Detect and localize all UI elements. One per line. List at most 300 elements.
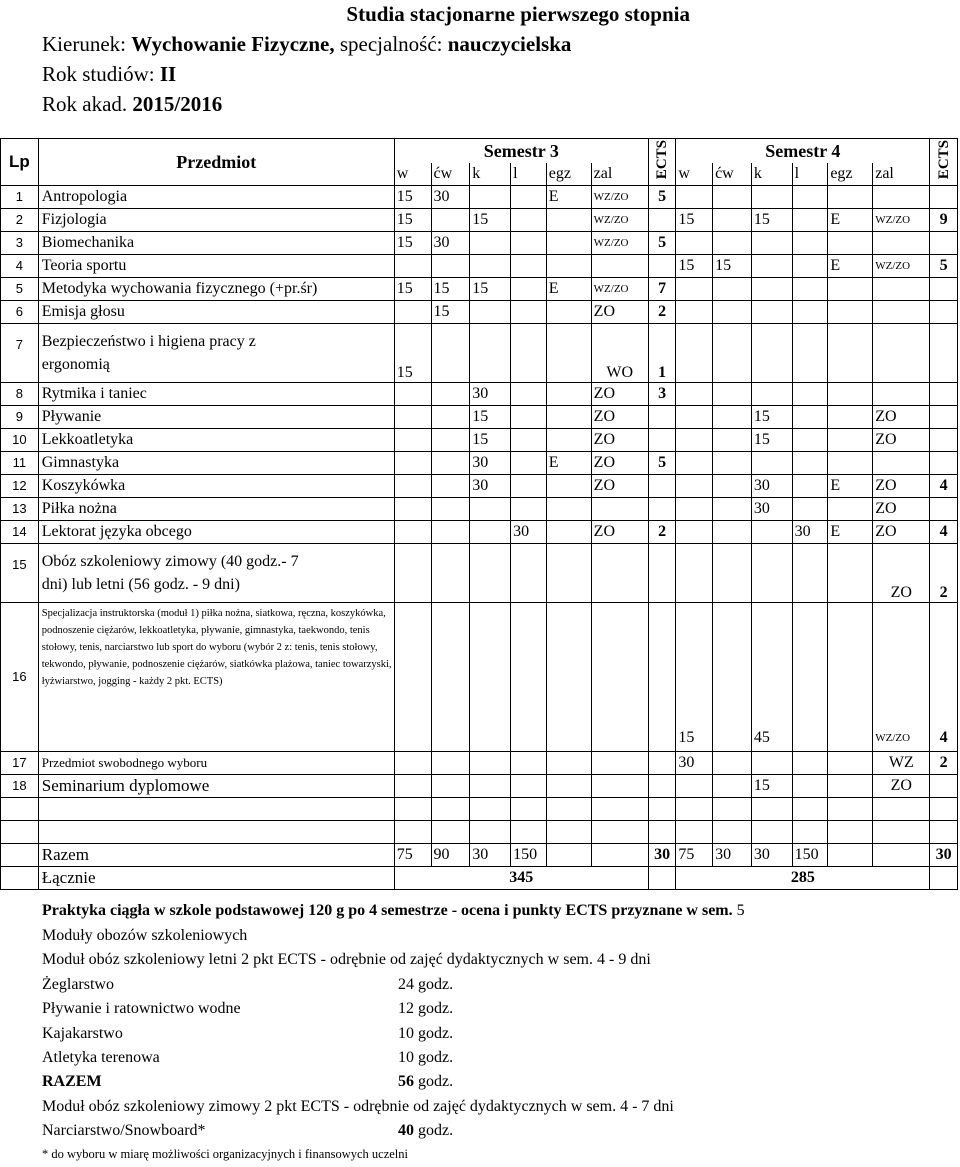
s4-cell	[828, 452, 873, 475]
s3-cell	[511, 255, 547, 278]
table-row	[1, 521, 958, 544]
s3-cell: WZ/ZO	[591, 278, 648, 301]
s4-cell: ZO	[873, 429, 930, 452]
s3-cell	[470, 521, 511, 544]
s3-cell	[394, 521, 431, 544]
s3-cell	[591, 752, 648, 775]
s3-cell: E	[546, 452, 591, 475]
s3-cell: 15	[394, 209, 431, 232]
row-subject: Pływanie	[38, 406, 394, 429]
blank-cell	[546, 798, 591, 821]
rok-label: Rok studiów:	[42, 62, 160, 86]
s4-cell: ZO	[873, 521, 930, 544]
s4-cell	[792, 775, 828, 798]
row-lp: 4	[1, 255, 39, 278]
s3-cell	[511, 406, 547, 429]
ects4-cell	[930, 775, 958, 798]
s4-cell	[713, 186, 752, 209]
blank-cell	[676, 821, 713, 844]
s3-cell: ZO	[591, 429, 648, 452]
s4-cell: E	[828, 475, 873, 498]
s3-cell	[546, 429, 591, 452]
lacznie-s4: 285	[676, 867, 930, 890]
razem-s3-cell	[546, 844, 591, 867]
s4-cell	[676, 429, 713, 452]
s3-cell: 15	[394, 232, 431, 255]
ects4-cell: 2	[930, 752, 958, 775]
s3-cell	[511, 498, 547, 521]
s3-cell	[511, 752, 547, 775]
s4-cell	[873, 186, 930, 209]
camp-module-item: Pływanie i ratownictwo wodne 12 godz.	[42, 1000, 454, 1018]
blank-cell	[873, 798, 930, 821]
s3-cell	[394, 429, 431, 452]
sub-header-3-2: k	[470, 163, 511, 186]
table-row	[1, 186, 958, 209]
s3-cell	[431, 521, 470, 544]
s4-cell	[751, 521, 792, 544]
ects4-cell	[930, 232, 958, 255]
sub-header-4-3: l	[792, 163, 828, 186]
akad-label: Rok akad.	[42, 92, 133, 116]
row-lp: 3	[1, 232, 39, 255]
blank-cell	[828, 798, 873, 821]
s3-cell	[431, 603, 470, 752]
s4-cell	[676, 232, 713, 255]
sub-header-3-1: ćw	[431, 163, 470, 186]
s4-cell	[792, 383, 828, 406]
ects3-cell	[648, 209, 676, 232]
row-lp: 1	[1, 186, 39, 209]
row-subject: Biomechanika	[38, 232, 394, 255]
s3-cell: 15	[394, 278, 431, 301]
s4-cell	[792, 498, 828, 521]
s3-cell	[648, 775, 676, 798]
s4-cell	[676, 406, 713, 429]
razem-ects3: 30	[648, 844, 676, 867]
s3-cell	[470, 186, 511, 209]
table-row	[1, 383, 958, 406]
s4-cell	[676, 452, 713, 475]
document-title: Studia stacjonarne pierwszego stopnia	[346, 2, 690, 26]
blank-cell	[591, 821, 648, 844]
row-lp: 5	[1, 278, 39, 301]
razem-s3-cell	[591, 844, 648, 867]
s4-cell: E	[828, 209, 873, 232]
row-lp: 12	[1, 475, 39, 498]
kierunek-line	[42, 32, 960, 57]
row-subject: Emisja głosu	[38, 301, 394, 324]
s3-cell: 15	[394, 186, 431, 209]
s3-cell: ZO	[591, 452, 648, 475]
ects3-cell: 5	[648, 186, 676, 209]
s3-cell	[394, 475, 431, 498]
s4-cell: WZ	[873, 752, 930, 775]
s3-cell	[546, 775, 591, 798]
moduly-line: Moduły obozów szkoleniowych	[42, 927, 248, 944]
table-row	[1, 544, 958, 603]
ects4-cell: 4	[930, 521, 958, 544]
s3-cell	[546, 255, 591, 278]
s4-cell	[792, 603, 828, 752]
row-lp	[1, 844, 39, 867]
s4-cell	[751, 544, 792, 603]
s4-cell	[828, 383, 873, 406]
blank-cell	[1, 821, 39, 844]
semester-4-header: Semestr 4	[676, 139, 930, 164]
ects4-cell: 5	[930, 255, 958, 278]
s4-cell	[930, 324, 958, 383]
s4-cell	[713, 406, 752, 429]
row-subject: Fizjologia	[38, 209, 394, 232]
sub-header-3-4: egz	[546, 163, 591, 186]
s4-cell	[713, 209, 752, 232]
s3-cell	[648, 752, 676, 775]
table-row	[1, 324, 958, 383]
ects4-cell: 4	[930, 475, 958, 498]
s4-cell: ZO	[873, 775, 930, 798]
s3-cell	[648, 544, 676, 603]
s4-cell	[713, 383, 752, 406]
s4-cell	[792, 452, 828, 475]
s3-cell	[511, 544, 547, 603]
ects4-cell	[930, 383, 958, 406]
s3-cell	[470, 603, 511, 752]
s4-cell: 30	[751, 498, 792, 521]
s3-cell: 30	[470, 475, 511, 498]
table-row	[1, 429, 958, 452]
s4-cell	[676, 498, 713, 521]
s4-cell: E	[828, 255, 873, 278]
s4-cell: WZ/ZO	[873, 255, 930, 278]
row-lp: 17	[1, 752, 39, 775]
s4-cell	[713, 475, 752, 498]
s4-cell	[751, 452, 792, 475]
praktyka-line: Praktyka ciągła w szkole podstawowej 120 g po 4 semestrze - ocena i punkty ECTS przyznane w sem. 5	[42, 902, 745, 919]
table-row	[1, 603, 958, 752]
ects3-cell: 5	[648, 452, 676, 475]
row-subject: Antropologia	[38, 186, 394, 209]
sub-header-4-4: egz	[828, 163, 873, 186]
s4-cell	[828, 498, 873, 521]
table-row	[1, 775, 958, 798]
specjalnosc-label: specjalność:	[334, 32, 448, 56]
ects4-cell: 9	[930, 209, 958, 232]
blank-cell	[792, 798, 828, 821]
blank-cell	[38, 821, 394, 844]
ects4-cell	[930, 278, 958, 301]
s4-cell	[751, 383, 792, 406]
s3-cell	[470, 752, 511, 775]
row-lp: 6	[1, 301, 39, 324]
s4-cell: 15	[751, 406, 792, 429]
s4-cell: E	[828, 521, 873, 544]
sub-header-3-3: l	[511, 163, 547, 186]
s4-cell: WZ/ZO	[873, 603, 930, 752]
blank-cell	[930, 821, 958, 844]
modul-zimowy-line: Moduł obóz szkoleniowy zimowy 2 pkt ECTS - odrębnie od zajęć dydaktycznych w sem. 4 - 7 dni	[42, 1098, 674, 1115]
s3-cell: 15	[470, 278, 511, 301]
ects4-cell	[930, 406, 958, 429]
s3-cell: 15	[470, 406, 511, 429]
blank-cell	[431, 798, 470, 821]
modul-letni-line: Moduł obóz szkoleniowy letni 2 pkt ECTS - odrębnie od zajęć dydaktycznych w sem. 4 - 9 dni	[42, 951, 651, 968]
blank-cell	[676, 798, 713, 821]
razem-s4-cell: 30	[713, 844, 752, 867]
s3-cell	[511, 383, 547, 406]
s4-cell	[676, 301, 713, 324]
s3-cell: WZ/ZO	[591, 232, 648, 255]
s3-cell	[511, 209, 547, 232]
s3-cell: 15	[394, 324, 431, 383]
s4-cell	[676, 775, 713, 798]
blank-cell	[792, 821, 828, 844]
table-row	[1, 232, 958, 255]
s4-cell	[676, 475, 713, 498]
s3-cell	[470, 775, 511, 798]
s4-cell	[713, 775, 752, 798]
s4-cell	[792, 406, 828, 429]
blank-cell	[713, 798, 752, 821]
s3-cell	[511, 324, 547, 383]
s3-cell	[431, 383, 470, 406]
blank-cell	[511, 821, 547, 844]
row-subject: Piłka nożna	[38, 498, 394, 521]
s3-cell	[394, 406, 431, 429]
s3-cell	[394, 775, 431, 798]
s3-cell	[431, 775, 470, 798]
s3-cell	[591, 498, 648, 521]
s3-cell: 30	[431, 232, 470, 255]
s4-cell	[713, 498, 752, 521]
ects3-cell: 2	[648, 301, 676, 324]
ects3-cell: 3	[648, 383, 676, 406]
s3-cell	[511, 301, 547, 324]
s4-cell	[792, 752, 828, 775]
s4-cell	[828, 429, 873, 452]
camp-module-item: Atletyka terenowa 10 godz.	[42, 1048, 454, 1066]
s3-cell	[470, 232, 511, 255]
rok-akad-line	[42, 92, 960, 117]
s4-cell	[828, 186, 873, 209]
s3-cell	[394, 255, 431, 278]
s3-cell	[394, 498, 431, 521]
s3-cell	[546, 498, 591, 521]
s4-cell	[792, 324, 828, 383]
row-lp: 2	[1, 209, 39, 232]
s3-cell	[591, 544, 648, 603]
s3-cell	[546, 544, 591, 603]
row-lp: 14	[1, 521, 39, 544]
s3-cell	[511, 603, 547, 752]
sub-header-3-5: zal	[591, 163, 648, 186]
s4-cell: 45	[751, 603, 792, 752]
s4-cell	[676, 278, 713, 301]
s3-cell	[511, 429, 547, 452]
footnote: * do wyboru w miarę możliwości organizacyjnych i finansowych uczelni	[42, 1147, 408, 1161]
s3-cell	[546, 383, 591, 406]
s4-cell	[828, 544, 873, 603]
lacznie-s3: 345	[394, 867, 648, 890]
blank-row	[1, 798, 958, 821]
s4-cell: 30	[676, 752, 713, 775]
s3-cell	[511, 775, 547, 798]
row-subject: Obóz szkoleniowy zimowy (40 godz.- 7 dni) lub letni (56 godz. - 9 dni)	[38, 544, 394, 603]
s4-cell	[792, 301, 828, 324]
ects4-cell	[930, 301, 958, 324]
s3-cell	[431, 429, 470, 452]
s3-cell: WO	[591, 324, 648, 383]
razem-s3-cell: 75	[394, 844, 431, 867]
razem-s3-cell: 150	[511, 844, 547, 867]
s4-cell	[792, 209, 828, 232]
blank-cell	[546, 821, 591, 844]
razem-s4-cell: 30	[751, 844, 792, 867]
s3-cell	[431, 255, 470, 278]
row-lp: 18	[1, 775, 39, 798]
s3-cell: WZ/ZO	[591, 186, 648, 209]
ects4-cell	[930, 498, 958, 521]
blank-cell	[751, 798, 792, 821]
ects3-cell: 2	[648, 521, 676, 544]
table-row	[1, 475, 958, 498]
s3-cell	[394, 603, 431, 752]
lacznie-ects3	[648, 867, 676, 890]
s4-cell	[713, 278, 752, 301]
s4-cell: 15	[751, 775, 792, 798]
row-subject: Seminarium dyplomowe	[38, 775, 394, 798]
s3-cell	[431, 544, 470, 603]
s3-cell: ZO	[591, 406, 648, 429]
s3-cell	[546, 521, 591, 544]
s4-cell	[713, 301, 752, 324]
s4-cell	[828, 232, 873, 255]
s4-cell: 15	[676, 209, 713, 232]
s4-cell: ZO	[873, 475, 930, 498]
s3-cell	[591, 603, 648, 752]
s4-cell	[676, 186, 713, 209]
s3-cell	[431, 752, 470, 775]
s3-cell	[511, 278, 547, 301]
s3-cell: 15	[431, 301, 470, 324]
razem-hours-line: RAZEM 56 godz.	[42, 1073, 454, 1090]
s3-cell	[648, 603, 676, 752]
s4-cell	[828, 278, 873, 301]
ects4-cell	[930, 452, 958, 475]
s4-cell	[792, 429, 828, 452]
s3-cell	[470, 324, 511, 383]
s4-cell	[751, 232, 792, 255]
sub-header-4-2: k	[751, 163, 792, 186]
s3-cell	[431, 209, 470, 232]
s3-cell	[431, 406, 470, 429]
s4-cell	[713, 429, 752, 452]
ects4-cell	[930, 429, 958, 452]
blank-cell	[38, 798, 394, 821]
s3-cell: ZO	[591, 383, 648, 406]
s4-cell: ZO	[873, 498, 930, 521]
table-row	[1, 406, 958, 429]
blank-cell	[591, 798, 648, 821]
s4-cell	[713, 232, 752, 255]
table-row	[1, 278, 958, 301]
blank-row	[1, 821, 958, 844]
s3-cell	[546, 324, 591, 383]
s3-cell: 15	[470, 429, 511, 452]
row-lp: 15	[1, 544, 39, 603]
s4-cell	[751, 186, 792, 209]
row-subject: Koszykówka	[38, 475, 394, 498]
specjalnosc-value: nauczycielska	[447, 32, 572, 56]
lacznie-label: Łącznie	[38, 867, 394, 890]
row-subject: Lekkoatletyka	[38, 429, 394, 452]
s4-cell	[751, 752, 792, 775]
rok-value: II	[159, 62, 177, 86]
s4-cell	[751, 301, 792, 324]
s3-cell	[511, 475, 547, 498]
s3-cell: 15	[470, 209, 511, 232]
s4-cell	[713, 603, 752, 752]
s3-cell	[591, 255, 648, 278]
razem-s4-cell	[828, 844, 873, 867]
sub-header-4-0: w	[676, 163, 713, 186]
curriculum-table	[0, 138, 958, 890]
ects3-cell	[648, 429, 676, 452]
table-row	[1, 498, 958, 521]
s4-cell	[873, 232, 930, 255]
blank-cell	[828, 821, 873, 844]
table-row	[1, 452, 958, 475]
table-row	[1, 752, 958, 775]
s3-cell	[470, 544, 511, 603]
sub-header-4-5: zal	[873, 163, 930, 186]
s3-cell	[431, 498, 470, 521]
blank-cell	[470, 798, 511, 821]
row-subject: Lektorat języka obcego	[38, 521, 394, 544]
semester-3-header: Semestr 3	[394, 139, 648, 164]
s3-cell	[470, 301, 511, 324]
s4-cell: 30	[751, 475, 792, 498]
s3-cell: 30	[470, 452, 511, 475]
lacznie-ects4	[930, 867, 958, 890]
blank-cell	[873, 821, 930, 844]
ects3-cell: 5	[648, 232, 676, 255]
blank-cell	[394, 798, 431, 821]
s3-cell	[546, 752, 591, 775]
blank-cell	[431, 821, 470, 844]
s3-cell: E	[546, 186, 591, 209]
s3-cell	[511, 186, 547, 209]
s4-cell	[828, 603, 873, 752]
row-subject: Metodyka wychowania fizycznego (+pr.śr)	[38, 278, 394, 301]
s3-cell	[394, 752, 431, 775]
row-lp: 13	[1, 498, 39, 521]
row-lp	[1, 867, 39, 890]
s3-cell	[394, 301, 431, 324]
s4-cell	[828, 775, 873, 798]
rok-studiow-line	[42, 62, 960, 87]
row-subject: Przedmiot swobodnego wyboru	[38, 752, 394, 775]
camp-module-item: Żeglarstwo 24 godz.	[42, 976, 454, 993]
ects3-cell: 7	[648, 278, 676, 301]
s4-cell	[873, 301, 930, 324]
row-lp: 9	[1, 406, 39, 429]
razem-s3-cell: 30	[470, 844, 511, 867]
s4-cell	[713, 521, 752, 544]
ects3-cell: 1	[648, 324, 676, 383]
s4-cell	[713, 544, 752, 603]
blank-cell	[1, 798, 39, 821]
